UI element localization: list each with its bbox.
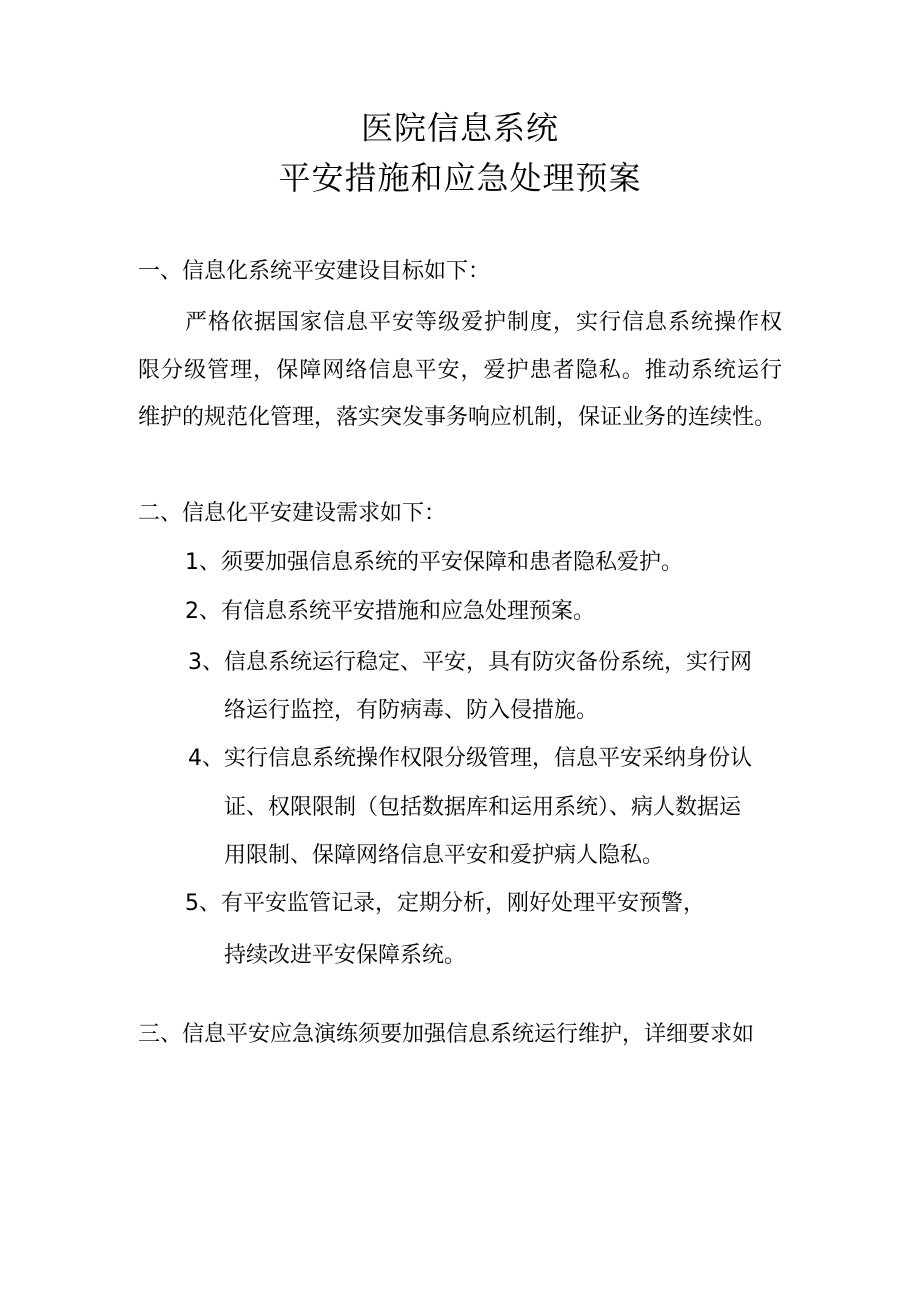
requirement-item-3 <box>188 648 752 678</box>
requirement-item-2 <box>185 597 595 627</box>
section1-heading: 一、信息化系统平安建设目标如下： <box>138 259 491 284</box>
item-text-line: 、有平安监管记录，定期分析，刚好处理平安预警， <box>199 891 706 916</box>
item-text-line: 持续改进平安保障系统。 <box>224 943 467 968</box>
item-text-line: 、须要加强信息系统的平安保障和患者隐私爱护。 <box>199 550 684 575</box>
item-text-line: 络运行监控，有防病毒、防入侵措施。 <box>224 698 599 723</box>
section1-paragraph-line: 维护的规范化管理，落实突发事务响应机制，保证业务的连续性。 <box>138 405 777 430</box>
item-text-line: 、实行信息系统操作权限分级管理，信息平安采纳身份认 <box>202 746 753 771</box>
item-text-line: 、有信息系统平安措施和应急处理预案。 <box>199 599 596 624</box>
requirement-item-4 <box>188 744 752 774</box>
section3-heading: 三、信息平安应急演练须要加强信息系统运行维护，详细要求如 <box>138 1022 755 1047</box>
requirement-item-1 <box>185 548 683 578</box>
item-text-line: 证、权限限制（包括数据库和运用系统）、病人数据运 <box>224 795 742 820</box>
item-text-line: 用限制、保障网络信息平安和爱护病人隐私。 <box>224 843 665 868</box>
requirement-item-5 <box>185 889 705 919</box>
item-text-line: 、信息系统运行稳定、平安，具有防灾备份系统，实行网 <box>202 650 753 675</box>
item-number: 1 <box>185 550 199 575</box>
item-number: 5 <box>185 891 199 916</box>
document-title-line2: 平安措施和应急处理预案 <box>278 159 642 197</box>
item-number: 3 <box>188 650 202 675</box>
item-number: 2 <box>185 599 199 624</box>
item-number: 4 <box>188 746 202 771</box>
document-title-line1: 医院信息系统 <box>360 109 559 147</box>
section1-paragraph-line: 限分级管理，保障网络信息平安，爱护患者隐私。推动系统运行 <box>138 358 782 383</box>
section2-heading: 二、信息化平安建设需求如下： <box>138 501 447 526</box>
section1-paragraph-line: 严格依据国家信息平安等级爱护制度，实行信息系统操作权 <box>185 310 782 335</box>
